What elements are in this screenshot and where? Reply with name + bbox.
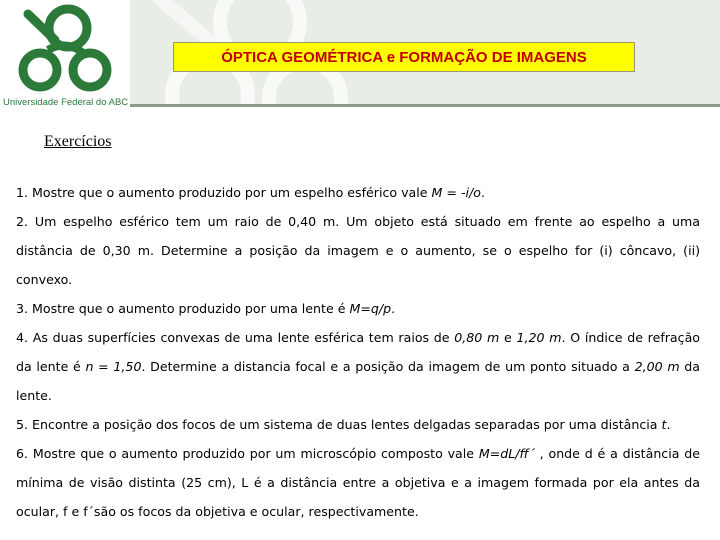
title-box [173, 42, 635, 72]
page-title: ÓPTICA GEOMÉTRICA e FORMAÇÃO DE IMAGENS [221, 48, 587, 66]
exercise-3: 3. Mostre que o aumento produzido por uma lente é M=q/p. [16, 301, 396, 316]
exercise-1: 1. Mostre que o aumento produzido por um espelho esférico vale M = -i/o. [16, 185, 485, 200]
exercise-5: 5. Encontre a posição dos focos de um sistema de duas lentes delgadas separadas por uma distância t. [16, 417, 671, 432]
university-logo [0, 0, 130, 110]
header-divider [130, 104, 720, 107]
exercise-4: 4. As duas superfícies convexas de uma lente esférica tem raios de 0,80 m e 1,20 m. O índice de refração da lente é n = 1,50. Determine a distancia focal e a posição da imagem de um ponto situado a 2,00 m da lente. [16, 330, 701, 403]
exercise-list [16, 178, 700, 526]
ufabc-logo-icon [0, 0, 130, 100]
exercise-6: 6. Mostre que o aumento produzido por um microscópio composto vale M=dL/ff´ , onde d é a distância de mínima de visão distinta (25 cm), L é a distância entre a objetiva e a imagem formada por ela antes da ocular, f e f´são os focos da objetiva e ocular, respectivamente. [16, 446, 700, 519]
exercise-2: 2. Um espelho esférico tem um raio de 0,40 m. Um objeto está situado em frente ao espelho a uma distância de 0,30 m. Determine a posição da imagem e o aumento, se o espelho for (i) côncavo, (ii) convexo. [16, 214, 700, 287]
university-name: Universidade Federal do ABC [3, 97, 129, 108]
section-title: Exercícios [44, 133, 112, 150]
